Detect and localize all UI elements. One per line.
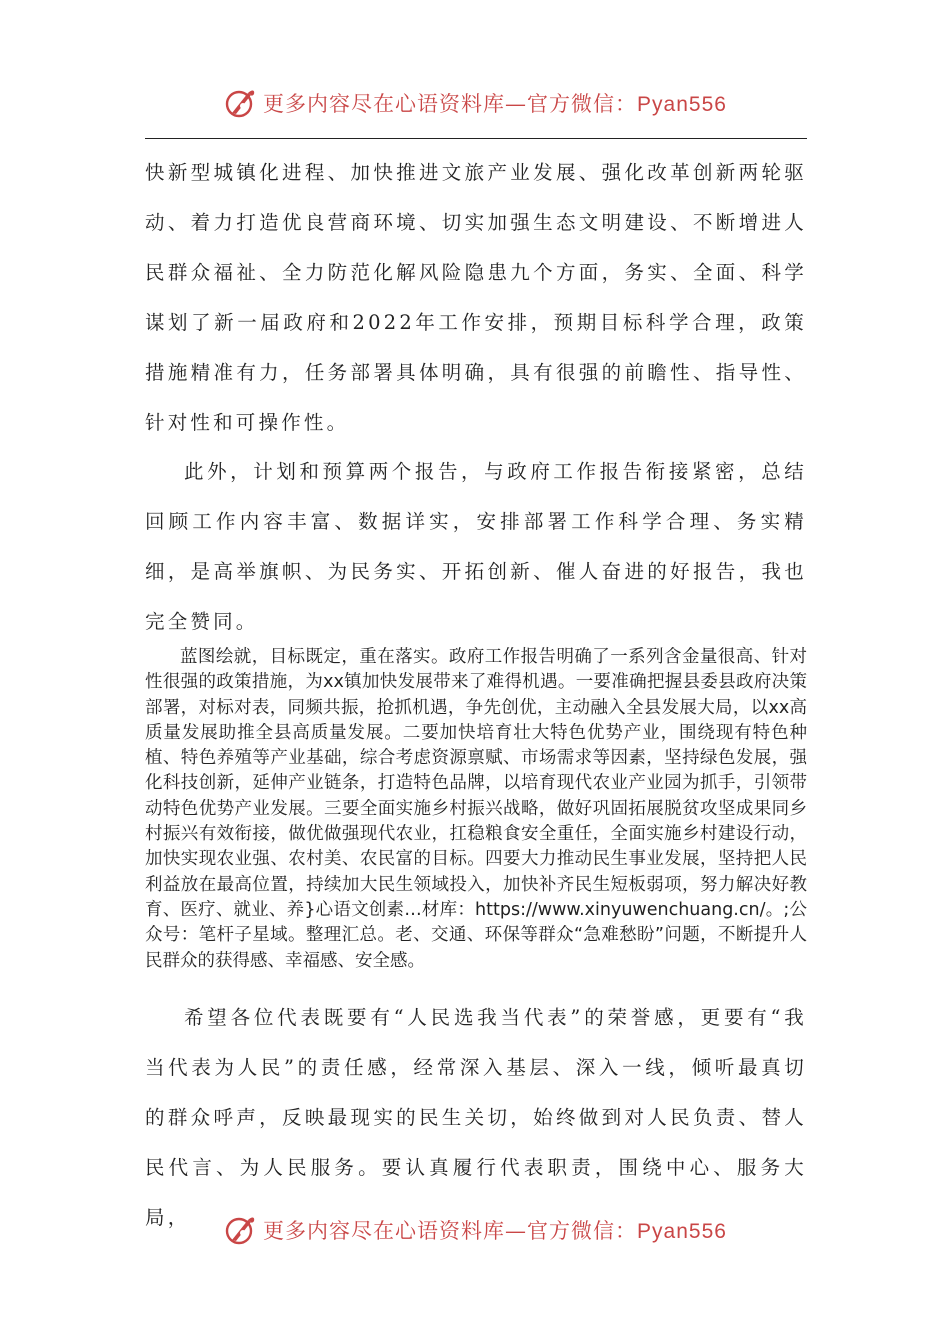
- header-banner-text: 更多内容尽在心语资料库—官方微信：Pyan556: [263, 92, 727, 116]
- quill-logo-icon: [223, 86, 257, 120]
- header-divider: [145, 138, 807, 139]
- body-paragraph-1: 快新型城镇化进程、加快推进文旅产业发展、强化改革创新两轮驱动、着力打造优良营商环境、切实加强生态文明建设、不断增进人民群众福祉、全力防范化解风险隐患九个方面，务实、全面、科学谋划了新一届政府和2022年工作安排，预期目标科学合理，政策措施精准有力，任务部署具体明确，具有很强的前瞻性、指导性、针对性和可操作性。: [145, 161, 807, 434]
- body-paragraph-3: 蓝图绘就，目标既定，重在落实。政府工作报告明确了一系列含金量很高、针对性很强的政策措施，为xx镇加快发展带来了难得机遇。一要准确把握县委县政府决策部署，对标对表，同频共振，抢抓机遇，争先创优，主动融入全县发展大局，以xx高质量发展助推全县高质量发展。二要加快培育壮大特色优势产业，围绕现有特色种植、特色养殖等产业基础，综合考虑资源禀赋、市场需求等因素，坚持绿色发展，强化科技创新，延伸产业链条，打造特色品牌，以培育现代农业产业园为抓手，引领带动特色优势产业发展。三要全面实施乡村振兴战略，做好巩固拓展脱贫攻坚成果同乡村振兴有效衔接，做优做强现代农业，扛稳粮食安全重任，全面实施乡村建设行动，加快实现农业强、农村美、农民富的目标。四要大力推动民生事业发展，坚持把人民利益放在最高位置，持续加大民生领域投入，加快补齐民生短板弱项，努力解决好教育、医疗、就业、养}心语文创素…材库：https://www.xinyuwenchuang.cn/。;公众号：笔杆子星域。整理汇总。老、交通、环保等群众“急难愁盼”问题，不断提升人民群众的获得感、幸福感、安全感。: [145, 647, 807, 971]
- quill-logo-icon: [223, 1213, 257, 1247]
- header-banner: [0, 81, 950, 125]
- body-paragraph-4: 希望各位代表既要有“人民选我当代表”的荣誉感，更要有“我当代表为人民”的责任感，经常深入基层、深入一线，倾听最真切的群众呼声，反映最现实的民生关切，始终做到对人民负责、替人民代言、为人民服务。要认真履行代表职责，围绕中心、服务大局，: [145, 1006, 807, 1229]
- footer-wechat-id: Pyan556: [637, 1220, 727, 1243]
- header-wechat-id: Pyan556: [637, 93, 727, 116]
- footer-banner: [0, 1208, 950, 1252]
- footer-banner-text: 更多内容尽在心语资料库—官方微信：Pyan556: [263, 1219, 727, 1243]
- body-paragraph-2: 此外，计划和预算两个报告，与政府工作报告衔接紧密，总结回顾工作内容丰富、数据详实，安排部署工作科学合理、务实精细，是高举旗帜、为民务实、开拓创新、催人奋进的好报告，我也完全赞同。: [145, 460, 807, 633]
